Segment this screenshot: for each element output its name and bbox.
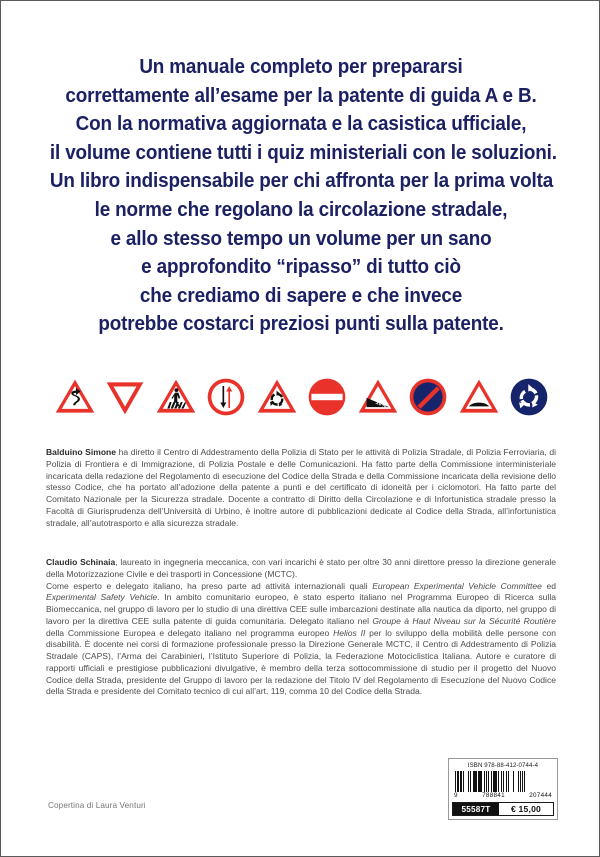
headline-line: e allo stesso tempo un volume per un sano	[110, 227, 492, 250]
headline-line: Con la normativa aggiornata e la casistica ufficiale,	[75, 113, 527, 136]
road-sign-row	[53, 369, 551, 425]
product-code: 55587T	[453, 803, 499, 815]
give-way-yield-sign	[103, 375, 147, 419]
no-entry-sign	[305, 375, 349, 419]
author-bio-text: , laureato in ingegneria meccanica, con vari incarichi è stato per oltre 30 anni direttore presso la direzione generale della Motorizzazione Civile e dei trasporti in Concessione (MCTC).	[46, 557, 556, 579]
steep-descent-gradient-label: 10%	[374, 399, 387, 410]
two-way-traffic-sign	[204, 375, 248, 419]
author-name: Balduino Simone	[46, 447, 117, 457]
cover-credit: Copertina di Laura Venturi	[48, 801, 146, 810]
author-bio-text: ha diretto il Centro di Addestramento della Polizia di Stato per le attività di Polizia Stradale, di Polizia Ferroviaria, di Polizia di Frontiera e di Immigrazione, di Polizia Postale e delle Comunicazioni. Ha fatto parte della Commissione interministeriale incaricata della redazione del Regolamento di esecuzione del Codice della Strada e della Commissione incaricata della revisione dello stesso Codice, che ha portato all’adozione della patente a punti e del certificato di idoneità per i ciclomotori. Ha fatto parte del Comitato Nazionale per la Sicurezza stradale. Docente a contratto di Diritto della Circolazione e di Infortunistica stradale presso la Facoltà di Giurisprudenza dell’Università di Urbino, è inoltre autore di pubblicazioni dedicate al Codice della Strada, all’infortunistica stradale, all’autotrasporto e alla sicurezza stradale.	[46, 447, 556, 528]
headline-line: Un libro indispensabile per chi affronta per la prima volta	[49, 170, 554, 193]
headline-line: il volume contiene tutti i quiz ministeriali con le soluzioni.	[49, 141, 557, 164]
author-bio-paragraph-1	[46, 557, 556, 581]
barcode-bars	[455, 771, 551, 792]
headline-line: Un manuale completo per prepararsi	[139, 56, 463, 78]
pedestrian-crossing-warning-sign	[154, 375, 198, 419]
headline-line: e approfondito “ripasso” di tutto ciò	[141, 256, 461, 279]
barcode-digit-group-2: 207444	[529, 792, 552, 799]
bio-italic-title: Experimental Safety Vehicle	[46, 592, 158, 603]
author-name: Claudio Schinaia	[46, 557, 116, 567]
bio-segment: . In ambito comunitario europeo, è stato esperto italiano nel Programma Europeo di Ricerca sulla Biomeccanica, nel gruppo di lavoro per lo studio di una direttiva CEE sulle imbarcazioni destinate alla nautica da diporto, nel gruppo di lavoro per la direttiva CEE sulla patente di guida comunitaria. Delegato italiano nel	[46, 592, 556, 626]
bio-segment: per lo sviluppo della mobilità delle persone con disabilità. È docente nei corsi di formazione professionale presso la Direzione Generale MCTC, il Centro di Addestramento di Polizia Stradale (CAPS), l’Arma dei Carabinieri, l’Istituto Superiore di Polizia, la Federazione Motociclistica Italiana. Autore e curatore di rapporti ufficiali e prestigiose pubblicazioni divulgative, è membro della terza sottocommissione di studio per il progetto del Nuovo Codice della Strada, presidente del Gruppo di lavoro per la redazione del Titolo IV del Regolamento di Esecuzione del Nuovo Codice della Strada e presidente del Comitato tecnico di cui all’art. 119, comma 10 del Codice della Strada.	[46, 627, 557, 697]
barcode-digit-left: 9	[454, 792, 458, 799]
isbn-number: ISBN 978-88-412-0744-4	[467, 762, 539, 769]
bio-italic-title: Groupe à Haut Niveau sur la Sécurité Routière	[372, 615, 556, 626]
road-hump-warning-sign	[457, 375, 501, 419]
bio-segment: ed	[541, 580, 556, 591]
double-curve-warning-sign	[53, 375, 97, 419]
isbn-barcode-block	[448, 758, 558, 820]
bio-italic-title: European Experimental Vehicle Committee	[372, 580, 542, 591]
author-bio-paragraph-2	[46, 581, 556, 699]
no-parking-sign	[406, 375, 450, 419]
price-value: € 15,00	[499, 803, 553, 815]
bio-segment: della Commissione Europea e delegato italiano nel programma europeo	[46, 627, 334, 638]
price-row	[452, 802, 554, 816]
bio-segment: Come esperto e delegato italiano, ha preso parte ad attività internazionali quali	[46, 580, 373, 591]
headline-line: che crediamo di sapere e che invece	[139, 284, 463, 307]
headline-line: le norme che regolano la circolazione stradale,	[94, 198, 508, 221]
roundabout-warning-sign	[255, 375, 299, 419]
bio-italic-title: Helios II	[333, 627, 366, 638]
author-bio-balduino-simone	[46, 447, 556, 529]
barcode-digit-group-1: 788841	[482, 792, 505, 799]
headline-line: correttamente all’esame per la patente di guida A e B.	[65, 84, 537, 107]
barcode-digits	[454, 792, 552, 800]
mandatory-roundabout-sign	[507, 375, 551, 419]
author-bio-claudio-schinaia	[46, 557, 556, 698]
headline-line: potrebbe costarci preziosi punti sulla patente.	[98, 313, 504, 336]
page-headline	[49, 53, 557, 339]
steep-descent-sign	[356, 375, 400, 419]
